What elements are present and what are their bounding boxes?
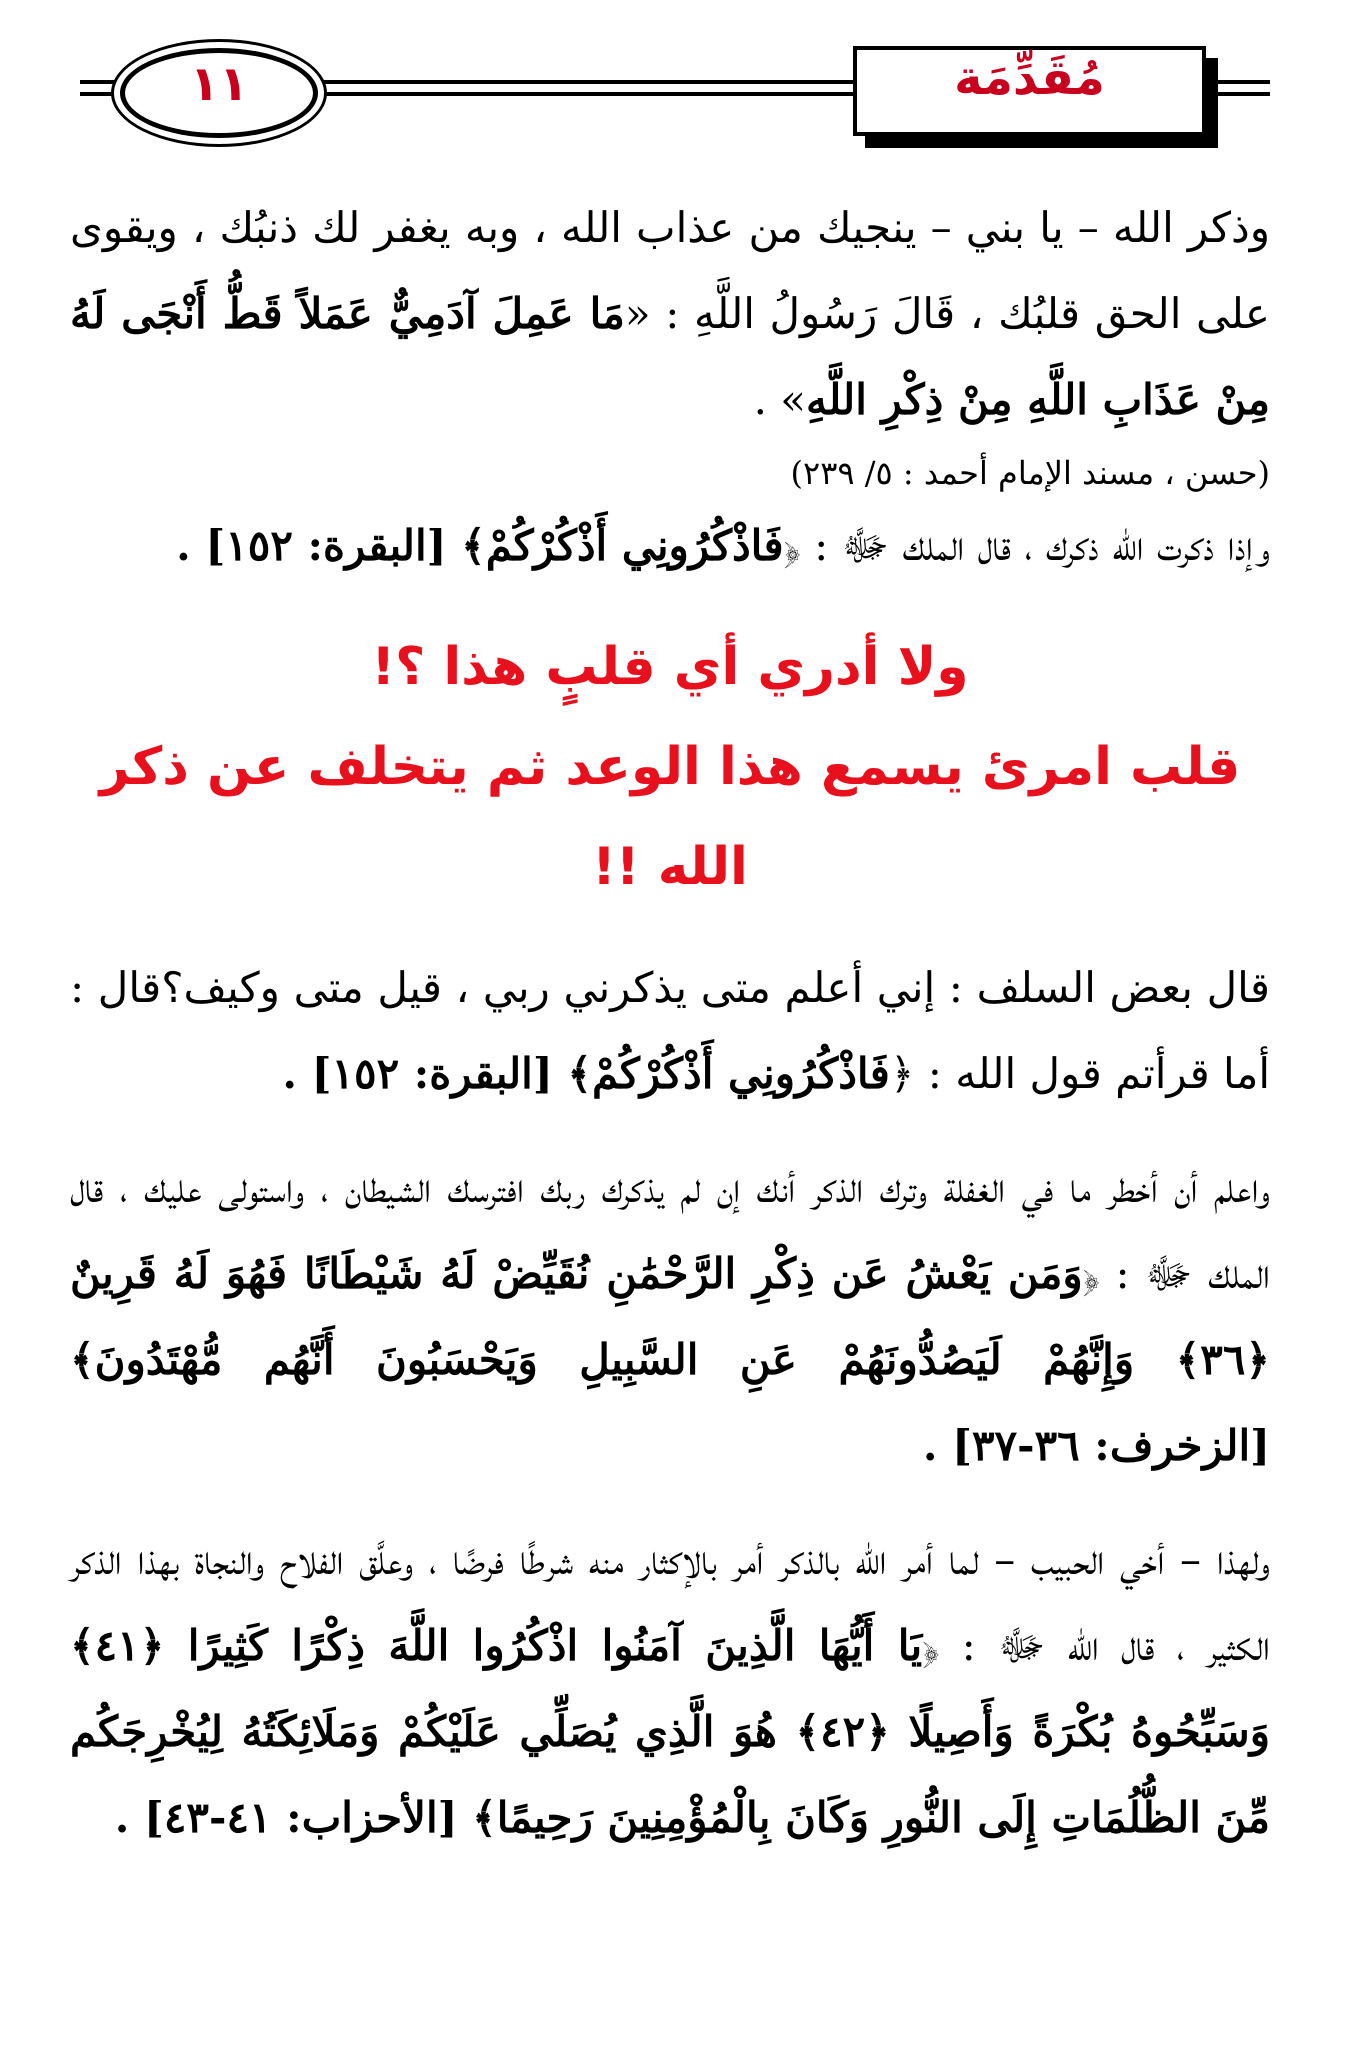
verse-reference: ﴾ [البقرة: ١٥٢] . [176, 521, 486, 570]
quran-verse: وَمَن يَعْشُ عَن ذِكْرِ الرَّحْمَٰنِ نُقَيِّضْ لَهُ شَيْطَانًا فَهُوَ لَهُ قَرِينٌ ﴿٣٦﴾ وَإِنَّهُمْ لَيَصُدُّونَهُمْ عَنِ السَّبِيلِ وَيَحْسَبُونَ أَنَّهُم مُّهْتَدُونَ [70, 1249, 1270, 1384]
verse-reference: ﴾ [البقرة: ١٥٢] . [282, 1049, 592, 1098]
quran-verse: فَاذْكُرُونِي أَذْكُرْكُمْ [591, 1049, 890, 1098]
hadith-source: (حسن ، مسند الإمام أحمد : ٥/ ٢٣٩) [790, 454, 1270, 492]
verse-reference: ﴾ [الزخرف: ٣٦-٣٧] . [70, 1335, 1270, 1470]
verse-reference: ﴾ [الأحزاب: ٤١-٤٣] . [114, 1793, 497, 1842]
paragraph-text: قال بعض السلف : إني أعلم متى يذكرني ربي ، قيل متى وكيف؟قال : أما قرأتم قول الله : ﴿ [70, 963, 1270, 1098]
paragraph-text: وذكر الله – يا بني – ينجيك من عذاب الله ، وبه يغفر لك ذنبُك ، ويقوى على الحق قلبُك ، قَالَ رَسُولُ اللَّهِ : « [70, 203, 1270, 338]
paragraph-salaf [70, 945, 1270, 1117]
chapter-title: مُقَدِّمَة [954, 50, 1105, 106]
paragraph-end: » . [753, 375, 806, 424]
paragraph-dhikr-saves [70, 185, 1270, 443]
red-heading-2: قلب امرئ يسمع هذا الوعد ثم يتخلف عن ذكر الله !! [99, 737, 1241, 897]
paragraph-abundant-dhikr [70, 1517, 1270, 1861]
paragraph-remember-me [70, 503, 1270, 589]
quran-verse: يَا أَيُّهَا الَّذِينَ آمَنُوا اذْكُرُوا اللَّهَ ذِكْرًا كَثِيرًا ﴿٤١﴾ وَسَبِّحُوهُ بُكْرَةً وَأَصِيلًا ﴿٤٢﴾ هُوَ الَّذِي يُصَلِّي عَلَيْكُمْ وَمَلَائِكَتُهُ لِيُخْرِجَكُم مِّنَ الظُّلُمَاتِ إِلَى النُّورِ وَكَانَ بِالْمُؤْمِنِينَ رَحِيمًا [70, 1621, 1270, 1842]
paragraph-heedlessness [70, 1145, 1270, 1489]
paragraph-text: واعلم أن أخطر ما في الغفلة وترك الذكر أنك إن لم يذكرك ربك افترسك الشيطان ، واستولى عليك ، قال الملك ﷻ : ﴿ [70, 1163, 1270, 1298]
hadith-text: مَا عَمِلَ آدَمِيٌّ عَمَلاً قَطُّ أَنْجَى لَهُ مِنْ عَذَابِ اللَّهِ مِنْ ذِكْرِ اللَّهِ [70, 289, 1270, 424]
page-header [0, 0, 1356, 150]
page-body [70, 185, 1270, 1861]
quran-verse: فَاذْكُرُونِي أَذْكُرْكُمْ [485, 521, 784, 570]
paragraph-text: وإذا ذكرت الله ذكرك ، قال الملك ﷻ : ﴿ [783, 521, 1270, 570]
paragraph-text: ولهذا – أخي الحبيب – لما أمر الله بالذكر أمر بالإكثار منه شرطًا فرضًا ، وعلَّق الفلاح والنجاة بهذا الذكر الكثير ، قال الله ﷻ : ﴿ [70, 1535, 1270, 1670]
page-number: ١١ [189, 56, 249, 112]
red-heading-1: ولا أدري أي قلبٍ هذا ؟! [371, 637, 969, 697]
